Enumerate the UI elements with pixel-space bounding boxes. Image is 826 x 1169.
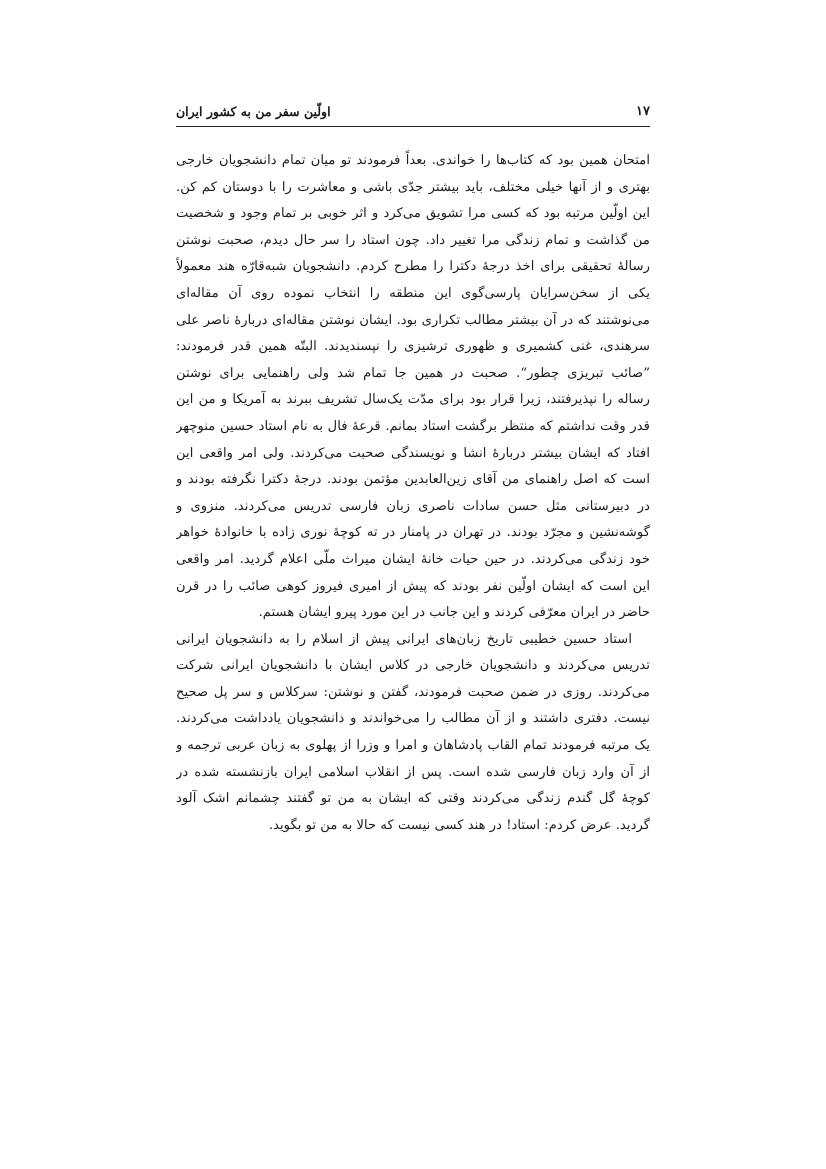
page-header: [176, 98, 650, 127]
paragraph-1: [176, 148, 650, 627]
text-line: گردید. عرض کردم: استاد! در هند کسی نیست که حالا به من تو بگوید.: [268, 817, 650, 833]
running-title: اولّین سفر من به کشور ایران: [176, 104, 331, 119]
text-line: افتاد که ایشان بیشتر دربارهٔ انشا و نویسندگی صحبت می‌کردند. ولی امر واقعی این: [176, 445, 650, 461]
text-line: این اولّین مرتبه بود که کسی مرا تشویق می‌کرد و اثر خوبی بر تمام وجود و شخصیت: [176, 206, 650, 222]
text-line: بهتری و از آنها خیلی مختلف، باید بیشتر جدّی باشی و معاشرت را با دوستان کم کن.: [176, 179, 650, 195]
text-line: حاضر در ایران معرّفی کردند و این جانب در این مورد پیرو ایشان هستم.: [258, 605, 650, 621]
text-line: استاد حسین خطیبی تاریخ زبان‌های ایرانی پیش از اسلام را به دانشجویان ایرانی: [176, 631, 632, 647]
text-line: رسالهٔ تحقیقی برای اخذ درجهٔ دکترا را مطرح کردم. دانشجویان شبه‌قارّه هند معمولاً: [176, 259, 650, 275]
text-line: رساله را نپذیرفتند، زیرا قرار بود برای مدّت یک‌سال تشریف ببرند به آمریکا و من این: [176, 392, 650, 408]
text-line: خود زندگی می‌کردند. در حین حیات خانهٔ ایشان میراث ملّی اعلام گردید. امر واقعی: [176, 551, 650, 567]
text-line: از آن وارد زبان فارسی شده است. پس از انقلاب اسلامی ایران بازنشسته شده در: [176, 764, 650, 780]
text-line: کوچهٔ گل گندم زندگی می‌کردند وقتی که ایشان به من تو گفتند چشمانم اشک آلود: [176, 791, 650, 807]
text-line: ”صائب تبریزی چطور“. صحبت در همین جا تمام شد ولی راهنمایی برای نوشتن: [176, 365, 650, 381]
text-line: قدر وقت نداشتم که منتظر برگشت استاد بمانم. قرعهٔ فال به نام استاد حسین منوچهر: [176, 418, 650, 434]
text-line: سرهندی، غنی کشمیری و ظهوری ترشیزی را نپسندیدند. البتّه همین قدر فرمودند:: [176, 339, 650, 355]
text-line: امتحان همین بود که کتاب‌ها را خواندی. بعداً فرمودند تو میان تمام دانشجویان خارجی: [176, 153, 650, 168]
text-line: است که اصل راهنمای من آقای زین‌العابدین مؤتمن بودند. درجهٔ دکترا نگرفته بودند و: [176, 472, 650, 488]
text-line: گوشه‌نشین و مجرّد بودند. در تهران در پامنار در ته کوچهٔ نوری زاده با خانوادهٔ خواهر: [176, 525, 650, 541]
paragraph-2: [176, 627, 650, 840]
text-line: نیست. دفتری داشتند و از آن مطالب را می‌خواندند و دانشجویان یادداشت می‌کردند.: [176, 711, 650, 727]
body-text: [176, 148, 650, 839]
text-line: تدریس می‌کردند و دانشجویان خارجی در کلاس ایشان با دانشجویان ایرانی شرکت: [176, 658, 650, 674]
text-line: این است که ایشان اولّین نفر بودند که پیش از امیری فیروز کوهی صائب را در قرن: [176, 578, 650, 594]
text-line: یک مرتبه فرمودند تمام القاب پادشاهان و امرا و وزرا از پهلوی به زبان عربی ترجمه و: [176, 738, 650, 754]
text-line: من گذاشت و تمام زندگی مرا تغییر داد. چون استاد را سر حال دیدم، صحبت نوشتن: [176, 232, 650, 248]
page-number: ۱۷: [636, 104, 650, 119]
text-line: در دبیرستانی مثل حسن سادات ناصری زبان فارسی تدریس می‌کردند. منزوی و: [176, 498, 650, 514]
text-line: یکی از سخن‌سرایان پارسی‌گوی این منطقه را انتخاب نموده روی آن مقاله‌ای: [176, 285, 650, 301]
text-line: می‌نوشتند که در آن بیشتر مطالب تکراری بود. ایشان نوشتن مقاله‌ای دربارهٔ ناصر علی: [176, 312, 650, 328]
text-line: می‌کردند. روزی در ضمن صحبت فرمودند، گفتن و نوشتن: سرکلاس و سر پل صحیح: [176, 684, 650, 700]
